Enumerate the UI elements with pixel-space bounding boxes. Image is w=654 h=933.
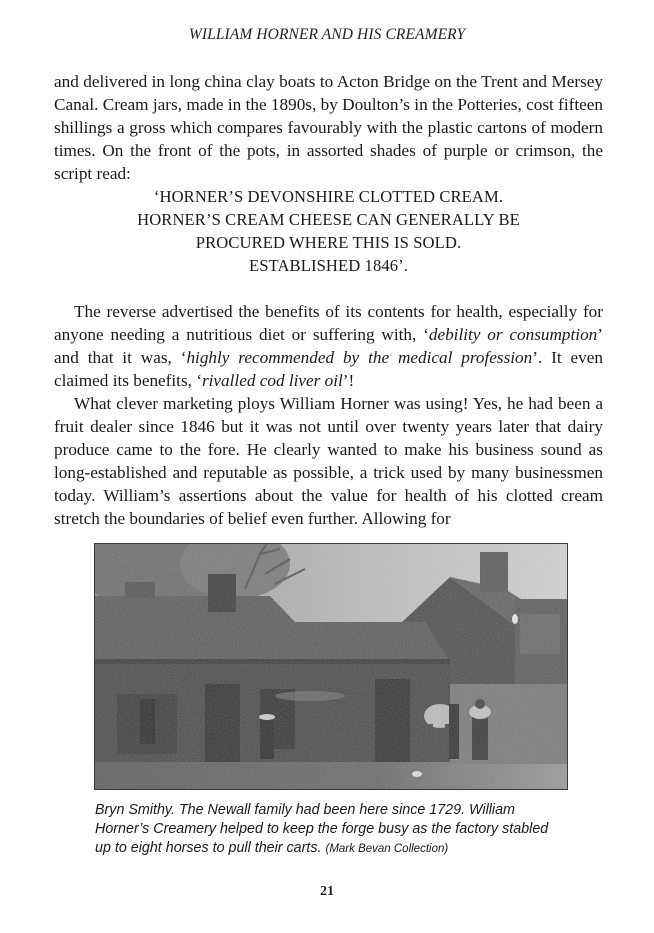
quote-line: PROCURED WHERE THIS IS SOLD.: [195, 233, 462, 252]
text-run: ’!: [342, 371, 355, 390]
photo-credit: (Mark Bevan Collection): [325, 843, 449, 855]
paragraph-2: [54, 300, 603, 392]
text-run: ’ and that it was, ‘: [54, 325, 603, 367]
italic-quote: highly recommended by the medical profession: [186, 348, 533, 367]
caption-text: Bryn Smithy. The Newall family had been here since 1729. William Horner’s Creamery helped to keep the forge busy as the factory stabled up to eight horses to pull their carts.: [95, 802, 549, 856]
body-text: [54, 70, 603, 530]
italic-quote: rivalled cod liver oil: [201, 371, 343, 390]
text-run: The reverse advertised the benefits of its contents for health, especially for anyone needing a nutritious diet or suffering with, ‘: [54, 302, 603, 344]
text-run: ’. It even claimed its benefits, ‘: [54, 348, 603, 390]
italic-quote: debility or consumption: [428, 325, 598, 344]
quote-line: ‘HORNER’S DEVONSHIRE CLOTTED CREAM.: [153, 187, 504, 206]
quoted-inscription: [54, 185, 603, 277]
forge-photograph: [94, 543, 568, 790]
quote-line: ESTABLISHED 1846’.: [248, 256, 409, 275]
quote-line: HORNER’S CREAM CHEESE CAN GENERALLY BE: [137, 210, 520, 229]
paragraph-1: and delivered in long china clay boats to Acton Bridge on the Trent and Mersey Canal. Cream jars, made in the 1890s, by Doulton’s in the Potteries, cost fifteen shillings a gross which compares favourably with the plastic cartons of modern times. On the front of the pots, in assorted shades of purple or crimson, the script read:: [54, 72, 603, 183]
paragraph-3: What clever marketing ploys William Horner was using! Yes, he had been a fruit dealer since 1846 but it was not until over twenty years later that dairy produce came to the fore. He clearly wanted to make his business sound as long-established and reputable as possible, a trick used by many businessmen today. William’s assertions about the value for health of his clotted cream stretch the boundaries of belief even further. Allowing for: [54, 394, 603, 528]
figure-caption: [95, 801, 565, 859]
page-number: 21: [320, 884, 334, 899]
running-head: WILLIAM HORNER AND HIS CREAMERY: [188, 26, 466, 43]
photo-illustration: [95, 544, 567, 789]
